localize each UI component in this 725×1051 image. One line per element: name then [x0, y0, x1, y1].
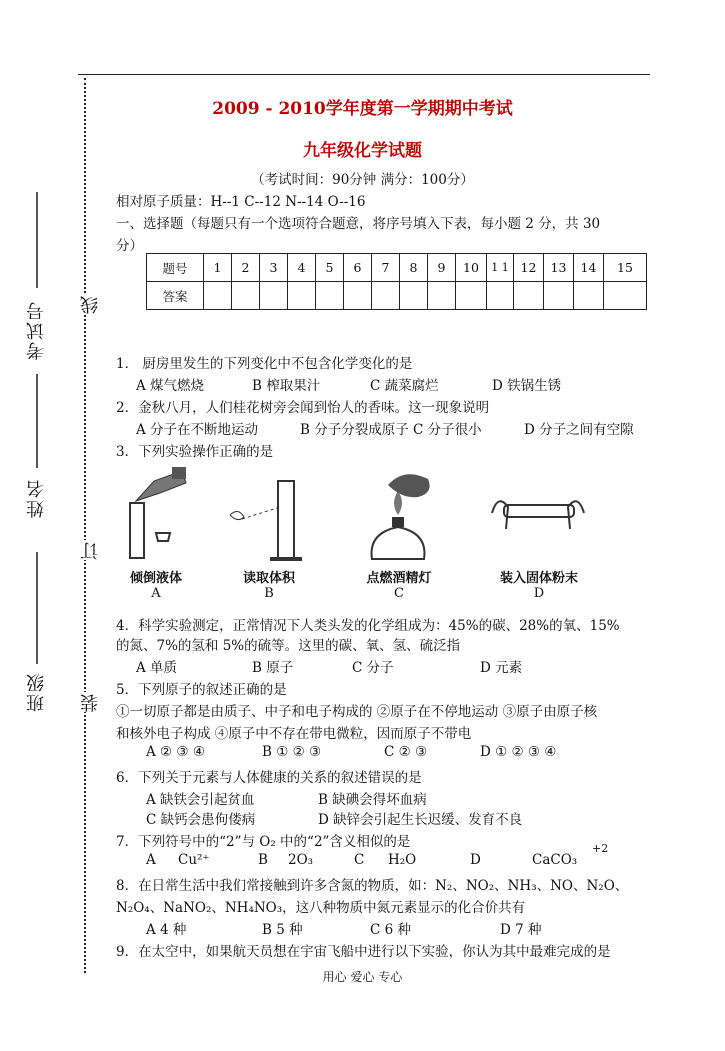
exam-title: 2009 - 2010学年度第一学期期中考试 — [212, 99, 513, 119]
exam-info: （考试时间：90分钟 满分：100分） — [251, 172, 474, 188]
q-number-cell: 7 — [372, 254, 400, 282]
q3-stem: 3．下列实验操作正确的是 — [116, 444, 274, 460]
q-number-cell: 8 — [400, 254, 428, 282]
q8-stem-line2: N₂O₄、NaNO₂、NH₄NO₃，这八种物质中氮元素显示的化合价共有 — [116, 900, 526, 916]
pouring-liquid-illustration — [116, 463, 196, 563]
q-number-cell: 14 — [574, 254, 604, 282]
answer-cell[interactable] — [544, 282, 574, 310]
q7-option-b-letter: B — [258, 852, 268, 868]
q4-option-d: D 元素 — [480, 660, 523, 676]
q4-option-c: C 分子 — [352, 660, 394, 676]
q7-option-d-value: CaCO₃ — [532, 852, 578, 868]
reading-volume-illustration — [224, 463, 314, 563]
q3-figure-a — [116, 463, 196, 601]
q5-option-a: A ② ③ ④ — [146, 744, 205, 760]
side-label-class: 班级 — [26, 672, 47, 712]
q3-figure-b-caption: 读取体积 — [242, 571, 295, 586]
side-mark-xian: 线 — [78, 294, 104, 314]
answer-table — [146, 253, 647, 310]
answer-cell[interactable] — [260, 282, 288, 310]
q-number-cell: 5 — [316, 254, 344, 282]
q3-figure-b-letter: B — [264, 586, 274, 601]
answer-cell[interactable] — [288, 282, 316, 310]
q3-figure-a-letter: A — [151, 586, 161, 601]
q8-option-a: A 4 种 — [146, 922, 187, 938]
side-mark-ding: 订 — [78, 540, 104, 560]
lighting-alcohol-lamp-illustration — [354, 463, 444, 563]
answer-cell[interactable] — [344, 282, 372, 310]
atomic-mass-line: 相对原子质量：H--1 C--12 N--14 O--16 — [116, 194, 366, 210]
q3-figure-b — [224, 463, 314, 601]
q1-option-a: A 煤气燃烧 — [136, 378, 205, 394]
table-row-numbers — [147, 254, 647, 282]
answer-cell[interactable] — [428, 282, 456, 310]
answer-cell[interactable] — [204, 282, 232, 310]
q5-statement-line1: ①一切原子都是由质子、中子和电子构成的 ②原子在不停地运动 ③原子由原子核 — [116, 704, 598, 720]
page-footer: 用心 爱心 专心 — [322, 970, 403, 984]
answer-cell[interactable] — [487, 282, 514, 310]
row-label-number: 题号 — [147, 254, 204, 282]
q3-figure-d — [484, 463, 594, 601]
side-mark-zhuang: 装 — [78, 692, 104, 712]
answer-cell[interactable] — [232, 282, 260, 310]
q-number-cell: 1 1 — [487, 254, 514, 282]
q9-stem: 9．在太空中，如果航天员想在宇宙飞船中进行以下实验，你认为其中最难完成的是 — [116, 944, 611, 960]
q2-stem: 2．金秋八月，人们桂花树旁会闻到怡人的香味。这一现象说明 — [116, 400, 490, 416]
side-blank-name — [36, 374, 38, 468]
q-number-cell: 3 — [260, 254, 288, 282]
q-number-cell: 1 — [204, 254, 232, 282]
q-number-cell: 15 — [604, 254, 647, 282]
q5-statement-line2: 和核外电子构成 ④原子中不存在带电微粒，因而原子不带电 — [116, 726, 472, 742]
q2-option-a: A 分子在不断地运动 — [136, 422, 259, 438]
q6-option-c: C 缺钙会患佝偻病 — [146, 812, 256, 828]
q7-option-a-letter: A — [146, 852, 156, 868]
q4-option-b: B 原子 — [252, 660, 294, 676]
row-label-answer: 答案 — [147, 282, 204, 310]
q3-figure-a-caption: 倾倒液体 — [129, 571, 182, 586]
q5-option-c: C ② ③ — [384, 744, 428, 760]
answer-cell[interactable] — [514, 282, 544, 310]
answer-cell[interactable] — [316, 282, 344, 310]
q6-stem: 6．下列关于元素与人体健康的关系的叙述错误的是 — [116, 770, 422, 786]
side-label-name: 姓名 — [26, 478, 47, 518]
answer-cell[interactable] — [456, 282, 487, 310]
answer-cell[interactable] — [604, 282, 647, 310]
q5-option-d: D ① ② ③ ④ — [480, 744, 557, 760]
q7-option-c-value: H₂O — [388, 852, 417, 868]
q6-option-b: B 缺碘会得坏血病 — [318, 792, 427, 808]
table-row-answers — [147, 282, 647, 310]
answer-cell[interactable] — [372, 282, 400, 310]
q-number-cell: 13 — [544, 254, 574, 282]
q5-option-b: B ① ② ③ — [262, 744, 322, 760]
q8-stem-line1: 8．在日常生活中我们常接触到许多含氮的物质，如：N₂、NO₂、NH₃、NO、N₂O、 — [116, 878, 629, 894]
q4-option-a: A 单质 — [136, 660, 178, 676]
exam-subtitle: 九年级化学试题 — [303, 141, 422, 161]
q3-figure-d-letter: D — [533, 586, 545, 601]
q3-figure-c-caption: 点燃酒精灯 — [366, 571, 432, 586]
side-blank-exam-number — [36, 192, 38, 288]
answer-cell[interactable] — [400, 282, 428, 310]
q8-option-c: C 6 种 — [370, 922, 412, 938]
answer-cell[interactable] — [574, 282, 604, 310]
q6-option-a: A 缺铁会引起贫血 — [146, 792, 255, 808]
q1-option-c: C 蔬菜腐烂 — [370, 378, 439, 394]
q2-option-b-c: B 分子分裂成原子 C 分子很小 — [300, 422, 482, 438]
q4-stem-line1: 4．科学实验测定，正常情况下人类头发的化学组成为：45%的碳、28%的氧、15% — [116, 618, 620, 634]
q2-option-d: D 分子之间有空隙 — [524, 422, 634, 438]
side-label-exam-number: 考试号 — [26, 300, 47, 360]
q1-option-b: B 榨取果汁 — [252, 378, 321, 394]
q7-superscript-valence: +2 — [592, 842, 609, 855]
q5-stem: 5．下列原子的叙述正确的是 — [116, 682, 287, 698]
q1-stem: 1． 厨房里发生的下列变化中不包含化学变化的是 — [116, 356, 413, 372]
adding-powder-illustration — [484, 463, 594, 563]
q3-figure-c-letter: C — [394, 586, 404, 601]
q7-option-b-value: 2O₃ — [288, 852, 314, 868]
binding-dotted-line — [84, 78, 86, 973]
q8-option-d: D 7 种 — [500, 922, 542, 938]
q6-option-d: D 缺锌会引起生长迟缓、发育不良 — [318, 812, 523, 828]
q-number-cell: 4 — [288, 254, 316, 282]
q-number-cell: 6 — [344, 254, 372, 282]
top-rule — [78, 74, 650, 75]
q3-figure-c — [354, 463, 444, 601]
q-number-cell: 10 — [456, 254, 487, 282]
q-number-cell: 12 — [514, 254, 544, 282]
q7-option-c-letter: C — [354, 852, 365, 868]
section1-heading-cont: 分） — [116, 238, 143, 254]
q4-stem-line2: 的氮、7%的氢和 5%的硫等。这里的碳、氧、氢、硫泛指 — [116, 638, 461, 654]
q1-option-d: D 铁锅生锈 — [492, 378, 562, 394]
section1-heading: 一、选择题（每题只有一个选项符合题意，将序号填入下表，每小题 2 分，共 30 — [116, 216, 601, 232]
q7-option-a-value: Cu²⁺ — [178, 852, 210, 868]
q3-figure-d-caption: 装入固体粉末 — [499, 571, 578, 586]
q-number-cell: 2 — [232, 254, 260, 282]
q8-option-b: B 5 种 — [262, 922, 303, 938]
q7-stem: 7．下列符号中的“2”与 O₂ 中的“2”含义相似的是 — [116, 834, 411, 850]
q7-option-d-letter: D — [470, 852, 481, 868]
q-number-cell: 9 — [428, 254, 456, 282]
side-blank-class — [36, 552, 38, 664]
